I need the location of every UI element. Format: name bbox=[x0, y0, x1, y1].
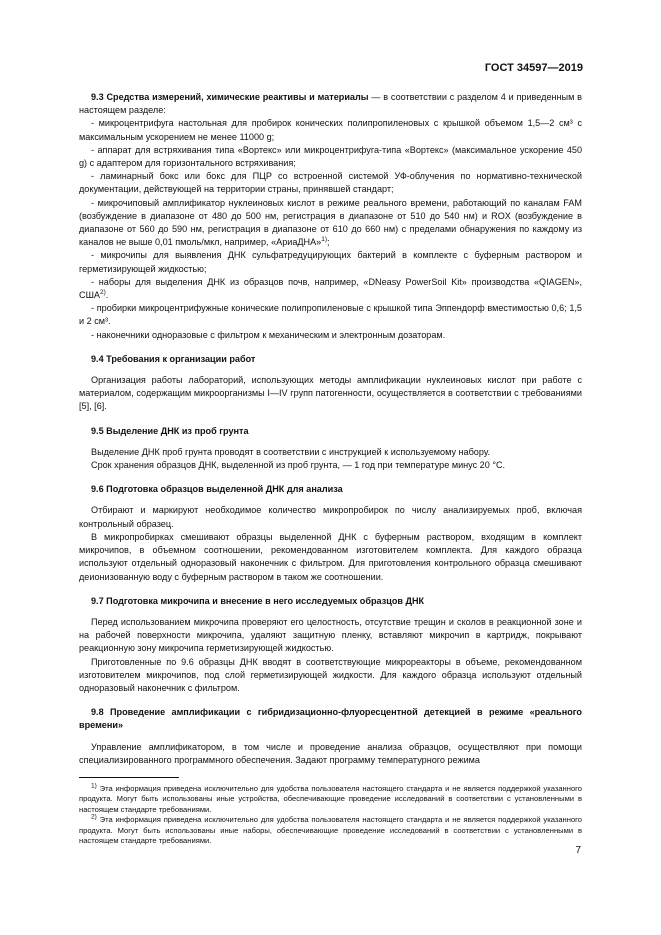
paragraph: Приготовленные по 9.6 образцы ДНК вводят в соответствующие микрореакторы в объеме, рекомендованном изготовителем микрочипов, под слой герметизирующей жидкости. Для каждого образца используют отдельный одноразовый наконечник с фильтром. bbox=[79, 656, 582, 693]
list-item: - наборы для выделения ДНК из образцов почв, например, «DNeasy PowerSoil Kit» производства «QIAGEN», США$^{2)}$. bbox=[79, 276, 582, 301]
list-item: - микрочиповый амплификатор нуклеиновых кислот в режиме реального времени, работающий по каналам FAM (возбуждение в диапазоне от 480 до 500 нм, регистрация в диапазоне от 510 до 540 нм) и ROX (возбуждение в диапазоне от 560 до 590 нм, регистрация в диапазоне от 610 до 660 нм) с пределами обнаружения по каждому из каналов не выше 0,01 пмоль/мкл, например, «АриаДНА»$^{1)}$; bbox=[79, 197, 582, 248]
list-item: - микроцентрифуга настольная для пробирок конических полипропиленовых с крышкой объемом 1,5—2 см³ с максимальным ускорением не менее 11000 g; bbox=[79, 118, 582, 142]
list-item: - наконечники одноразовые с фильтром к механическим и электронным дозаторам. bbox=[91, 329, 446, 340]
section-9-6-title: 9.6 Подготовка образцов выделенной ДНК для анализа bbox=[91, 484, 343, 495]
section-9-3-title: 9.3 Средства измерений, химические реактивы и материалы bbox=[91, 92, 369, 102]
list-item: - пробирки микроцентрифужные конические полипропиленовые с крышкой типа Эппендорф вместимостью 0,6; 1,5 и 2 см³. bbox=[79, 303, 582, 327]
page-content bbox=[79, 91, 582, 846]
section-9-5-title: 9.5 Выделение ДНК из проб грунта bbox=[91, 425, 249, 436]
section-9-8-title: 9.8 Проведение амплификации с гибридизационно-флуоресцентной детекцией в режиме «реального времени» bbox=[79, 707, 582, 731]
page-number: 7 bbox=[575, 845, 581, 856]
paragraph: Отбирают и маркируют необходимое количество микропробирок по числу анализируемых проб, включая контрольный образец. bbox=[79, 505, 582, 529]
paragraph: В микропробирках смешивают образцы выделенной ДНК с буферным раствором, входящим в комплект микрочипов, в объемном соотношении, рекомендованном изготовителем комплекта. Для каждого образца используют отдельный одноразовый наконечник с фильтром. Для приготовления контрольного образца смешивают деионизованную воду с буферным раствором в таком же соотношении. bbox=[79, 531, 582, 582]
footnote: $^{1)}$ Эта информация приведена исключительно для удобства пользователя настоящего стандарта и не является поддержкой указанного продукта. Могут быть использованы иные устройства, обеспечивающие проведение исследований в соответствии с установленными в настоящем стандарте требованиями. bbox=[79, 782, 582, 814]
footnote-divider bbox=[79, 777, 179, 778]
paragraph: Выделение ДНК проб грунта проводят в соответствии с инструкцией к используемому набору. bbox=[91, 446, 490, 457]
footnote: $^{2)}$ Эта информация приведена исключительно для удобства пользователя настоящего стандарта и не является поддержкой указанного продукта. Могут быть использованы иные наборы, обеспечивающие проведение исследований в соответствии с установленными в настоящем стандарте требованиями. bbox=[79, 813, 582, 845]
list-item: - аппарат для встряхивания типа «Вортекс» или микроцентрифуга-типа «Вортекс» (максимальное ускорение 450 g) с адаптером для горизонтального встряхивания; bbox=[79, 144, 582, 169]
footnote-ref: 1) bbox=[321, 236, 328, 244]
standard-number: ГОСТ 34597—2019 bbox=[484, 62, 583, 74]
section-9-7-title: 9.7 Подготовка микрочипа и внесение в него исследуемых образцов ДНК bbox=[91, 595, 425, 606]
list-item: - микрочипы для выявления ДНК сульфатредуцирующих бактерий в комплекте с буферным раствором и герметизирующей жидкостью; bbox=[79, 250, 582, 274]
footnote-ref: 2) bbox=[99, 289, 106, 297]
paragraph: Перед использованием микрочипа проверяют его целостность, отсутствие трещин и сколов в реакционной зоне и на рабочей поверхности микрочипа, удаляют защитную пленку, вставляют микрочип в картридж, покрывают реакционную зону микрочипа герметизирующей жидкостью. bbox=[79, 616, 582, 654]
section-9-4-title: 9.4 Требования к организации работ bbox=[91, 353, 256, 364]
paragraph: Управление амплификатором, в том числе и проведение анализа образцов, осуществляют при помощи специализированного программного обеспечения. Задают программу температурного режима bbox=[79, 741, 582, 765]
section-9-3-intro: 9.3 Средства измерений, химические реактивы и материалы — в соответствии с разделом 4 и приведенным в настоящем разделе: bbox=[79, 92, 582, 116]
list-item: - ламинарный бокс или бокс для ПЦР со встроенной системой УФ-облучения по нормативно-технической документации, действующей на территории страны, принявшей стандарт; bbox=[79, 171, 582, 195]
paragraph: Организация работы лабораторий, использующих методы амплификации нуклеиновых кислот при работе с материалом, содержащим микроорганизмы I—IV групп патогенности, осуществляется в соответствии с требованиями [5], [6]. bbox=[79, 375, 582, 412]
paragraph: Срок хранения образцов ДНК, выделенной из проб грунта, — 1 год при температуре минус 20 °С. bbox=[91, 460, 506, 471]
